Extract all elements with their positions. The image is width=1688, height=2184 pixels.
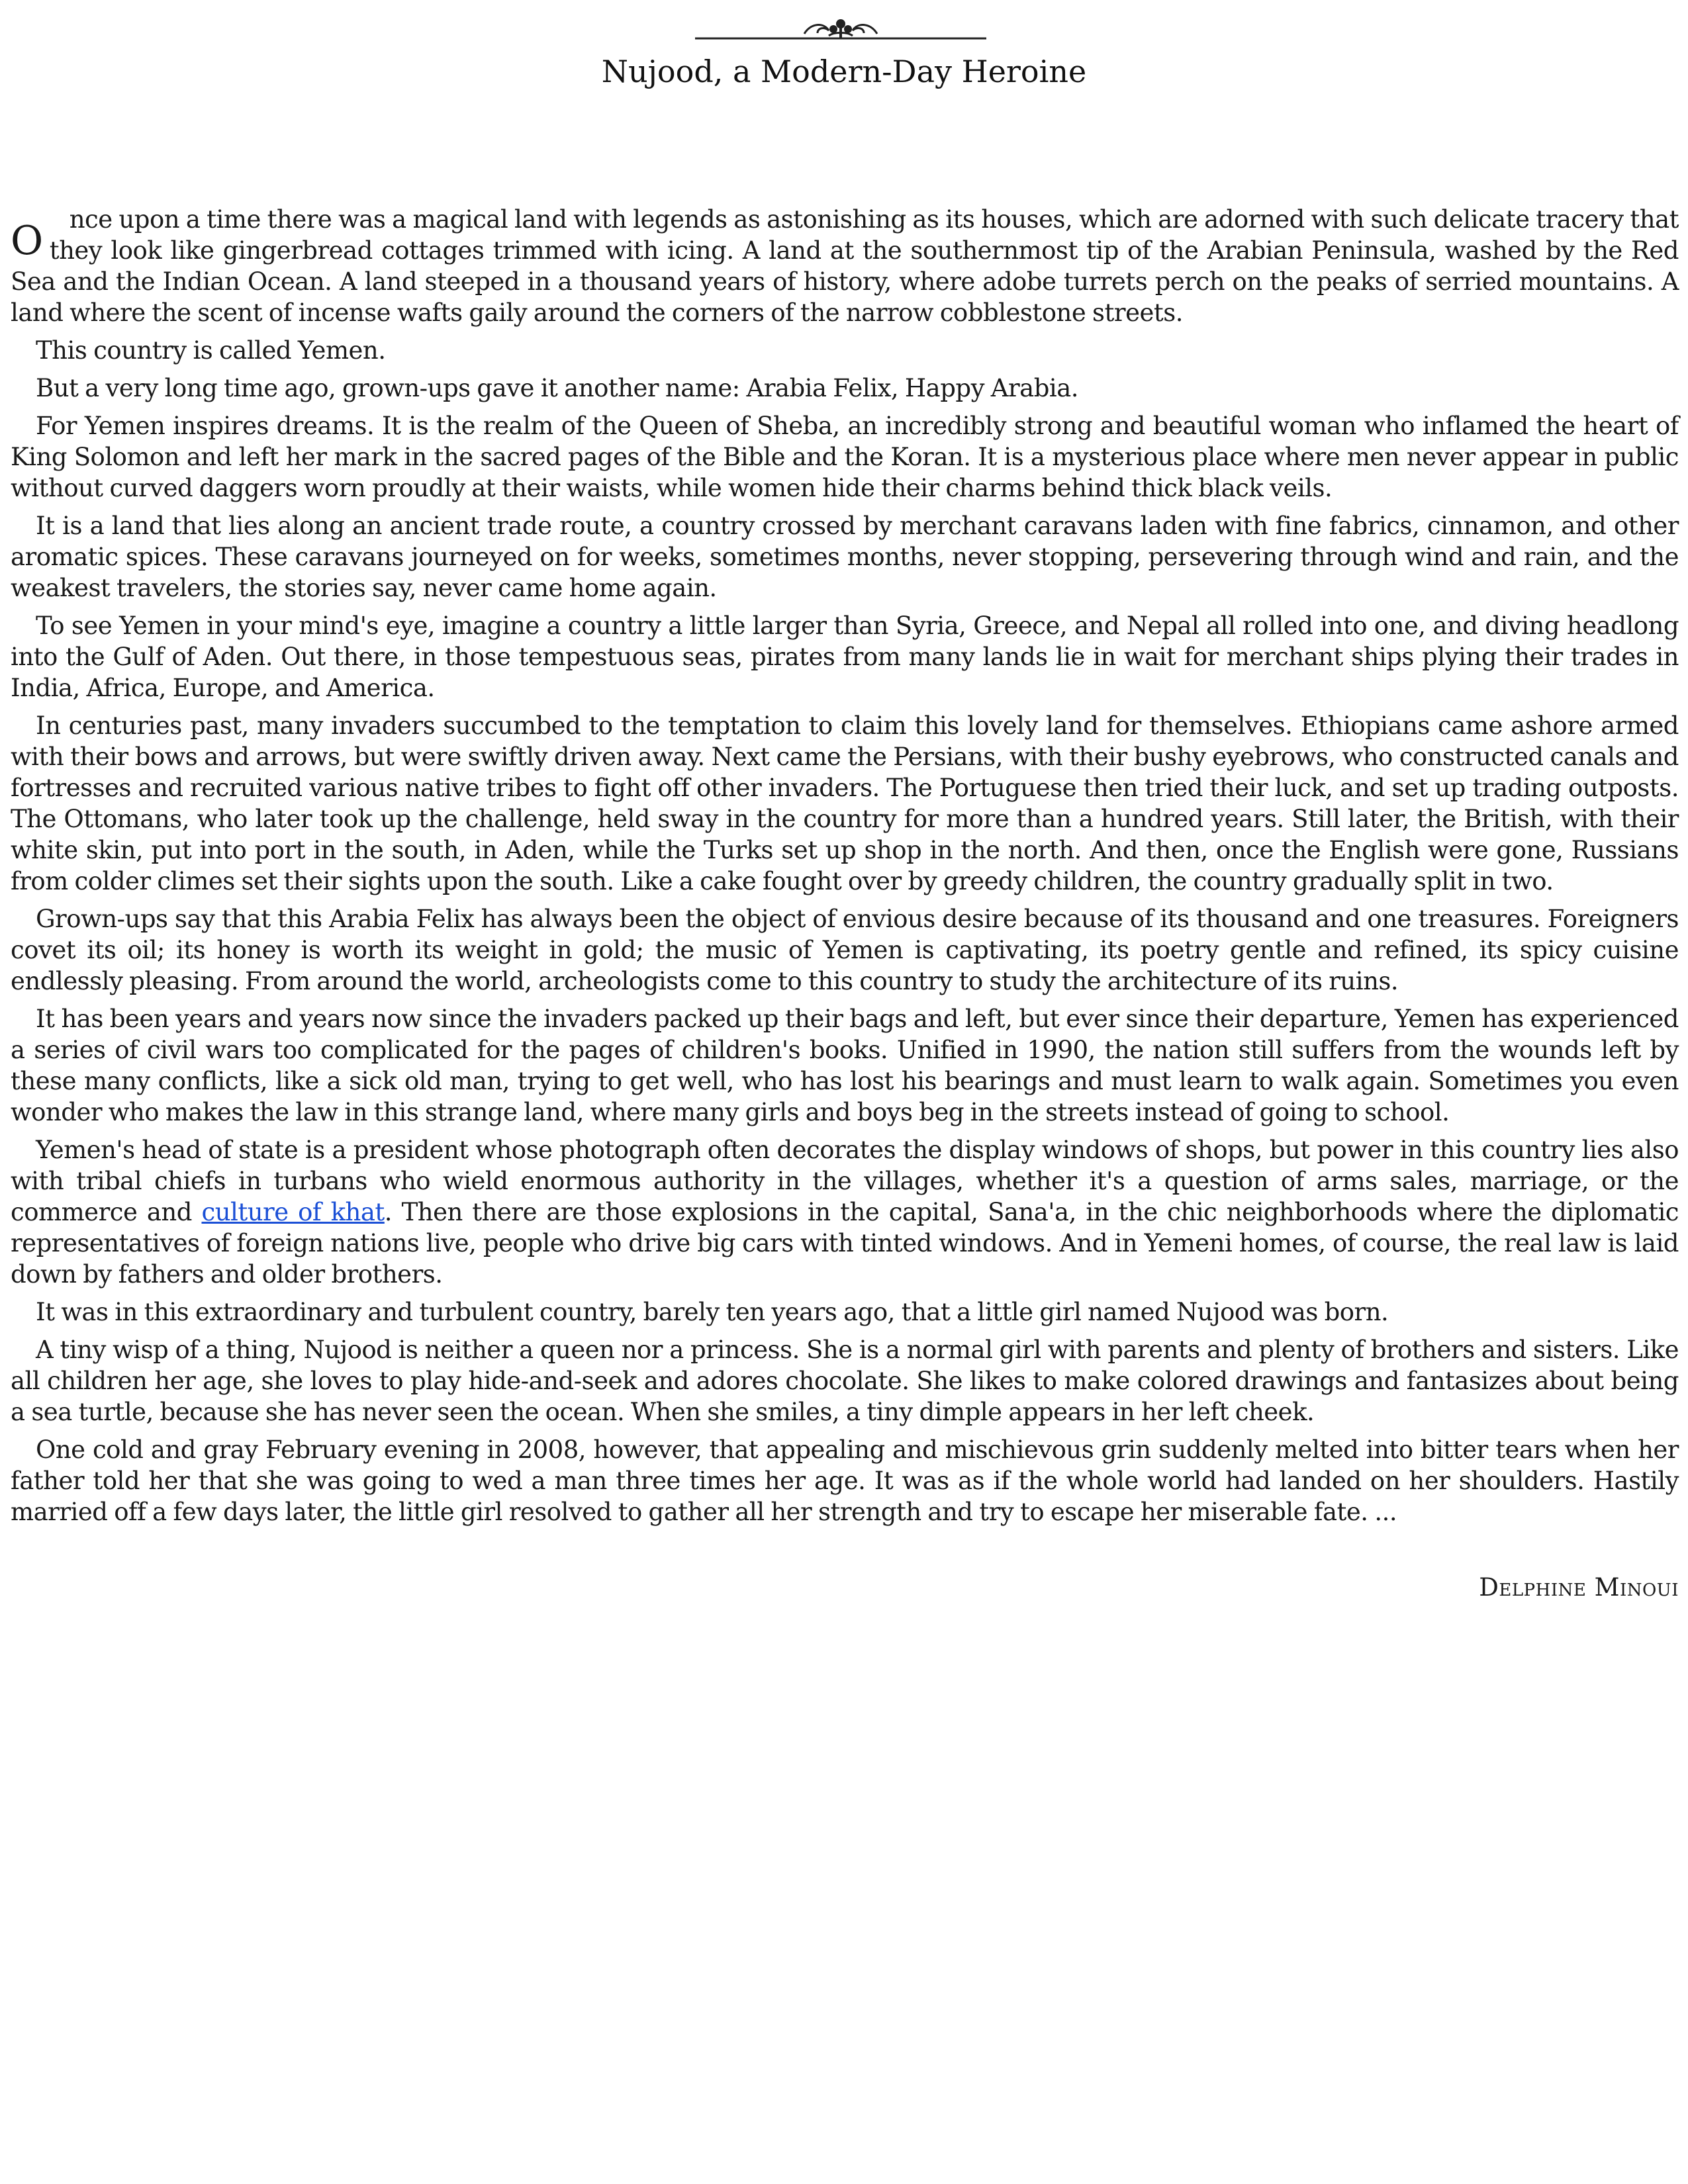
body-text <box>11 204 1679 1534</box>
khat-paragraph <box>11 1134 1679 1290</box>
paragraph: One cold and gray February evening in 2008, however, that appealing and mischievous grin suddenly melted into bitter tears when her father told her that she was going to wed a man three times her age. It was as if the whole world had landed on her shoulders. Hastily married off a few days later, the little girl resolved to gather all her strength and try to escape her miserable fate. ... <box>11 1435 1679 1526</box>
paragraph: In centuries past, many invaders succumbed to the temptation to claim this lovely land for themselves. Ethiopians came ashore armed with their bows and arrows, but were swiftly driven away. Next came the Persians, with their bushy eyebrows, who constructed canals and fortresses and recruited various native tribes to fight off other invaders. The Portuguese then tried their luck, and set up trading outposts. The Ottomans, who later took up the challenge, held sway in the country for more than a hundred years. Still later, the British, with their white skin, put into port in the south, in Aden, while the Turks set up shop in the north. And then, once the English were gone, Russians from colder climes set their sights upon the south. Like a cake fought over by greedy children, the country gradually split in two. <box>11 711 1679 895</box>
culture-of-khat-link[interactable]: culture of khat <box>201 1198 385 1226</box>
intro-paragraph <box>11 204 1679 328</box>
paragraph: To see Yemen in your mind's eye, imagine a country a little larger than Syria, Greece, and Nepal all rolled into one, and diving headlong into the Gulf of Aden. Out there, in those tempestuous seas, pirates from many lands lie in wait for merchant ships plying their trades in India, Africa, Europe, and America. <box>11 612 1679 702</box>
paragraph: Grown-ups say that this Arabia Felix has always been the object of envious desire because of its thousand and one treasures. Foreigners covet its oil; its honey is worth its weight in gold; the music of Yemen is captivating, its poetry gentle and refined, its spicy cuisine endlessly pleasing. From around the world, archeologists come to this country to study the architecture of its ruins. <box>11 905 1679 995</box>
paragraph: This country is called Yemen. <box>36 336 386 365</box>
chapter-title: Nujood, a Modern-Day Heroine <box>601 54 1087 89</box>
paragraph: For Yemen inspires dreams. It is the realm of the Queen of Sheba, an incredibly strong and beautiful woman who inflamed the heart of King Solomon and left her mark in the sacred pages of the Bible and the Koran. It is a mysterious place where men never appear in public without curved daggers worn proudly at their waists, while women hide their charms behind thick black veils. <box>11 412 1679 502</box>
paragraph: It has been years and years now since the invaders packed up their bags and left, but ever since their departure, Yemen has experienced a series of civil wars too complicated for the pages of children's books. Unified in 1990, the nation still suffers from the wounds left by these many conflicts, like a sick old man, trying to get well, who has lost his bearings and must learn to walk again. Sometimes you even wonder who makes the law in this strange land, where many girls and boys beg in the streets instead of going to school. <box>11 1005 1679 1126</box>
author-signature: Delphine Minoui <box>1479 1573 1679 1602</box>
drop-cap: O <box>11 218 43 264</box>
chapter-ornament-icon <box>688 12 993 44</box>
paragraph-text: . Then there are those explosions in the capital, Sana'a, in the chic neighborhoods where the diplomatic representatives of foreign nations live, people who drive big cars with tinted windows. And in Yemeni homes, of course, the real law is laid down by fathers and older brothers. <box>11 1198 1679 1289</box>
paragraph: But a very long time ago, grown-ups gave it another name: Arabia Felix, Happy Arabia. <box>36 374 1079 402</box>
paragraph: It was in this extraordinary and turbulent country, barely ten years ago, that a little girl named Nujood was born. <box>36 1298 1389 1326</box>
paragraph: It is a land that lies along an ancient trade route, a country crossed by merchant caravans laden with fine fabrics, cinnamon, and other aromatic spices. These caravans journeyed on for weeks, sometimes months, never stopping, persevering through wind and rain, and the weakest travelers, the stories say, never came home again. <box>11 512 1679 602</box>
paragraph: A tiny wisp of a thing, Nujood is neither a queen nor a princess. She is a normal girl with parents and plenty of brothers and sisters. Like all children her age, she loves to play hide-and-seek and adores chocolate. She likes to make colored drawings and fantasizes about being a sea turtle, because she has never seen the ocean. When she smiles, a tiny dimple appears in her left cheek. <box>11 1336 1679 1426</box>
paragraph-text: Yemen's head of state is a president whose photograph often decorates the display windows of shops, but power in this country lies also with tribal chiefs in turbans who wield enormous authority in the villages, whether it's a question of arms sales, marriage, or the commerce and <box>11 1136 1679 1226</box>
paragraph-text: nce upon a time there was a magical land with legends as astonishing as its houses, which are adorned with such delicate tracery that they look like gingerbread cottages trimmed with icing. A land at the southernmost tip of the Arabian Peninsula, washed by the Red Sea and the Indian Ocean. A land steeped in a thousand years of history, where adobe turrets perch on the peaks of serried mountains. A land where the scent of incense wafts gaily around the corners of the narrow cobblestone streets. <box>11 205 1679 327</box>
